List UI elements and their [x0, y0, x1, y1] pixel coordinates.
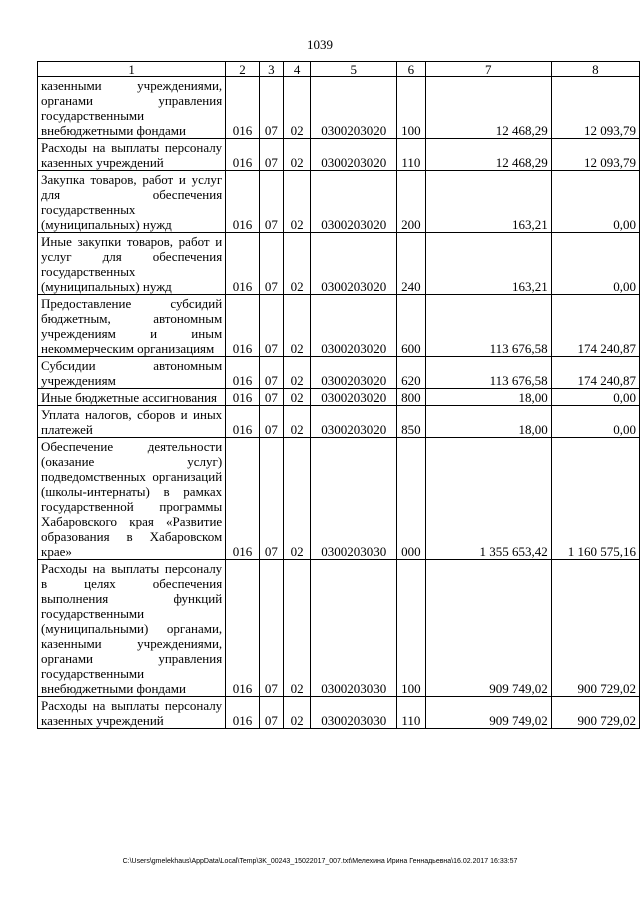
table-row	[38, 233, 640, 295]
subsection-code: 02	[283, 295, 311, 357]
ministry-code: 016	[226, 406, 260, 438]
section-code: 07	[259, 438, 283, 560]
subsection-code: 02	[283, 438, 311, 560]
target-article-code: 0300203020	[311, 389, 396, 406]
header-cell: 1	[38, 62, 226, 77]
ministry-code: 016	[226, 139, 260, 171]
subsection-code: 02	[283, 697, 311, 729]
expense-type-code: 200	[396, 171, 425, 233]
amount-col7: 12 468,29	[425, 139, 551, 171]
ministry-code: 016	[226, 438, 260, 560]
page-number: 1039	[307, 37, 333, 52]
amount-col8: 1 160 575,16	[551, 438, 639, 560]
ministry-code: 016	[226, 357, 260, 389]
table-row	[38, 139, 640, 171]
expense-type-code: 800	[396, 389, 425, 406]
subsection-code: 02	[283, 139, 311, 171]
target-article-code: 0300203020	[311, 357, 396, 389]
expense-type-code: 620	[396, 357, 425, 389]
section-code: 07	[259, 171, 283, 233]
amount-col8: 0,00	[551, 389, 639, 406]
amount-col7: 909 749,02	[425, 697, 551, 729]
expense-type-code: 100	[396, 77, 425, 139]
amount-col8: 12 093,79	[551, 77, 639, 139]
expense-type-code: 600	[396, 295, 425, 357]
amount-col7: 12 468,29	[425, 77, 551, 139]
file-path-footer: C:\Users\gmelekhaus\AppData\Local\Temp\3K_00243_15022017_007.txt\Мелехина Ирина Геннадьевна\16.02.2017 16:33:57	[122, 858, 518, 865]
header-cell: 3	[259, 62, 283, 77]
header-cell: 4	[283, 62, 311, 77]
target-article-code: 0300203020	[311, 171, 396, 233]
ministry-code: 016	[226, 697, 260, 729]
expense-type-code: 240	[396, 233, 425, 295]
section-code: 07	[259, 139, 283, 171]
budget-table	[37, 61, 640, 729]
section-code: 07	[259, 295, 283, 357]
subsection-code: 02	[283, 389, 311, 406]
header-cell: 7	[425, 62, 551, 77]
header-cell: 2	[226, 62, 260, 77]
target-article-code: 0300203030	[311, 560, 396, 697]
amount-col8: 0,00	[551, 233, 639, 295]
subsection-code: 02	[283, 357, 311, 389]
header-cell: 6	[396, 62, 425, 77]
header-cell: 5	[311, 62, 396, 77]
amount-col8: 0,00	[551, 406, 639, 438]
target-article-code: 0300203020	[311, 295, 396, 357]
expense-type-code: 110	[396, 139, 425, 171]
row-description: Закупка товаров, работ и услуг для обеспечения государственных (муниципальных) нужд	[38, 171, 226, 233]
ministry-code: 016	[226, 560, 260, 697]
amount-col8: 174 240,87	[551, 357, 639, 389]
section-code: 07	[259, 233, 283, 295]
amount-col7: 113 676,58	[425, 357, 551, 389]
section-code: 07	[259, 357, 283, 389]
table-row	[38, 389, 640, 406]
target-article-code: 0300203030	[311, 697, 396, 729]
expense-type-code: 000	[396, 438, 425, 560]
table-header-row	[38, 62, 640, 77]
ministry-code: 016	[226, 233, 260, 295]
section-code: 07	[259, 560, 283, 697]
section-code: 07	[259, 77, 283, 139]
amount-col7: 18,00	[425, 389, 551, 406]
table-row	[38, 406, 640, 438]
expense-type-code: 100	[396, 560, 425, 697]
table-row	[38, 77, 640, 139]
row-description: Предоставление субсидий бюджетным, автономным учреждениям и иным некоммерческим организациям	[38, 295, 226, 357]
target-article-code: 0300203020	[311, 233, 396, 295]
amount-col8: 900 729,02	[551, 697, 639, 729]
amount-col7: 163,21	[425, 171, 551, 233]
row-description: Уплата налогов, сборов и иных платежей	[38, 406, 226, 438]
expense-type-code: 110	[396, 697, 425, 729]
subsection-code: 02	[283, 77, 311, 139]
subsection-code: 02	[283, 560, 311, 697]
amount-col8: 12 093,79	[551, 139, 639, 171]
section-code: 07	[259, 406, 283, 438]
header-cell: 8	[551, 62, 639, 77]
expense-type-code: 850	[396, 406, 425, 438]
ministry-code: 016	[226, 295, 260, 357]
target-article-code: 0300203030	[311, 438, 396, 560]
row-description: Расходы на выплаты персоналу казенных учреждений	[38, 139, 226, 171]
amount-col8: 900 729,02	[551, 560, 639, 697]
table-row	[38, 560, 640, 697]
row-description: Иные закупки товаров, работ и услуг для обеспечения государственных (муниципальных) нужд	[38, 233, 226, 295]
section-code: 07	[259, 389, 283, 406]
amount-col7: 909 749,02	[425, 560, 551, 697]
section-code: 07	[259, 697, 283, 729]
amount-col7: 163,21	[425, 233, 551, 295]
target-article-code: 0300203020	[311, 77, 396, 139]
subsection-code: 02	[283, 233, 311, 295]
subsection-code: 02	[283, 406, 311, 438]
amount-col8: 0,00	[551, 171, 639, 233]
table-row	[38, 438, 640, 560]
row-description: Субсидии автономным учреждениям	[38, 357, 226, 389]
row-description: Расходы на выплаты персоналу казенных учреждений	[38, 697, 226, 729]
target-article-code: 0300203020	[311, 406, 396, 438]
table-row	[38, 697, 640, 729]
row-description: Иные бюджетные ассигнования	[38, 389, 226, 406]
amount-col7: 113 676,58	[425, 295, 551, 357]
amount-col7: 18,00	[425, 406, 551, 438]
ministry-code: 016	[226, 171, 260, 233]
target-article-code: 0300203020	[311, 139, 396, 171]
ministry-code: 016	[226, 77, 260, 139]
row-description: Обеспечение деятельности (оказание услуг) подведомственных организаций (школы-интернаты) в рамках государственной программы Хабаровского края «Развитие образования в Хабаровском крае»	[38, 438, 226, 560]
ministry-code: 016	[226, 389, 260, 406]
amount-col8: 174 240,87	[551, 295, 639, 357]
table-row	[38, 171, 640, 233]
row-description: Расходы на выплаты персоналу в целях обеспечения выполнения функций государственными (муниципальными) органами, казенными учреждениями, органами управления государственными внебюджетными фондами	[38, 560, 226, 697]
row-description: казенными учреждениями, органами управления государственными внебюджетными фондами	[38, 77, 226, 139]
subsection-code: 02	[283, 171, 311, 233]
table-row	[38, 295, 640, 357]
amount-col7: 1 355 653,42	[425, 438, 551, 560]
table-row	[38, 357, 640, 389]
